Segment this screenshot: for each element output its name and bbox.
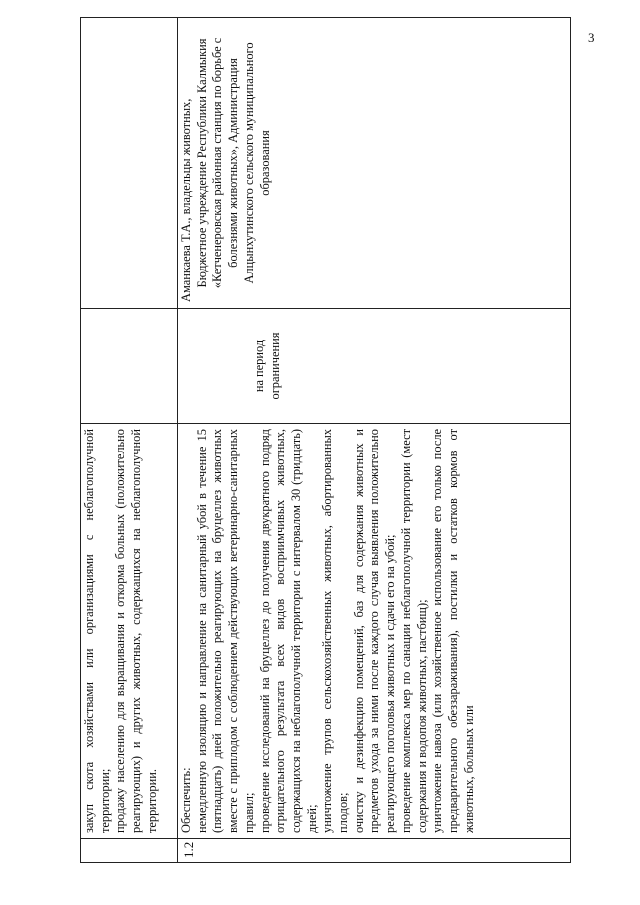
- cell-responsible: [178, 18, 571, 309]
- activity-line: немедленную изоляцию и направление на санитарный убой в течение 15 (пятнадцать) дней положительно реагирующих на бруцеллез животных вместе с приплодом с соблюдением действующих ветеринарно-санитарных правил;: [194, 429, 256, 833]
- rotated-table-sheet: [80, 18, 570, 863]
- responsible-line: Бюджетное учреждение Республики Калмыкия «Кетченеровская районная станция по борьбе с болезнями животных», Администрация Алцынхутинского сельского муниципального образования: [194, 37, 272, 289]
- term-line: на период: [252, 339, 266, 393]
- cell-activities: [81, 424, 178, 839]
- term-line: ограничения: [267, 332, 282, 400]
- activity-line: очистку и дезинфекцию помещений, баз для содержания животных и предметов ухода за ними после каждого случая выявления положительно реагирующего поголовья животных и сдачи его на убой;: [351, 429, 398, 833]
- activity-line: закуп скота хозяйствами или организациями с неблагополучной территории;: [82, 429, 112, 833]
- cell-activities: [178, 424, 571, 839]
- measures-table: [80, 17, 571, 863]
- activity-line: продажу населению для выращивания и откорма больных (положительно реагирующих) и других животных, содержащихся на неблагополучной территории.: [113, 429, 159, 833]
- activity-line: проведение комплекса мер по санации неблагополучной территории (мест содержания и водопоя животных, пастбищ);: [398, 429, 429, 833]
- page-number: 3: [588, 30, 595, 45]
- cell-number: [81, 839, 178, 863]
- activity-line: Обеспечить:: [179, 767, 193, 833]
- table-row: [178, 18, 571, 863]
- cell-term: [178, 309, 571, 424]
- activity-line: уничтожение трупов сельскохозяйственных животных, абортированных плодов;: [320, 429, 351, 833]
- cell-term: [81, 309, 178, 424]
- activity-line: проведение исследований на бруцеллез до получения двукратного подряд отрицательного результата всех видов восприимчивых животных, содержащихся на неблагополучной территории с интервалом 30 (тридцать) дней;: [257, 429, 319, 833]
- item-number: 1.2: [181, 841, 196, 858]
- cell-responsible: [81, 18, 178, 309]
- table-row: [81, 18, 178, 863]
- activity-line: уничтожение навоза (или хозяйственное использование его только после предварительного обеззараживания), постилки и остатков кормов от животных, больных или: [430, 429, 476, 833]
- responsible-line: Аманкаева Т.А., владельцы животных,: [179, 98, 193, 302]
- cell-number: [178, 839, 571, 863]
